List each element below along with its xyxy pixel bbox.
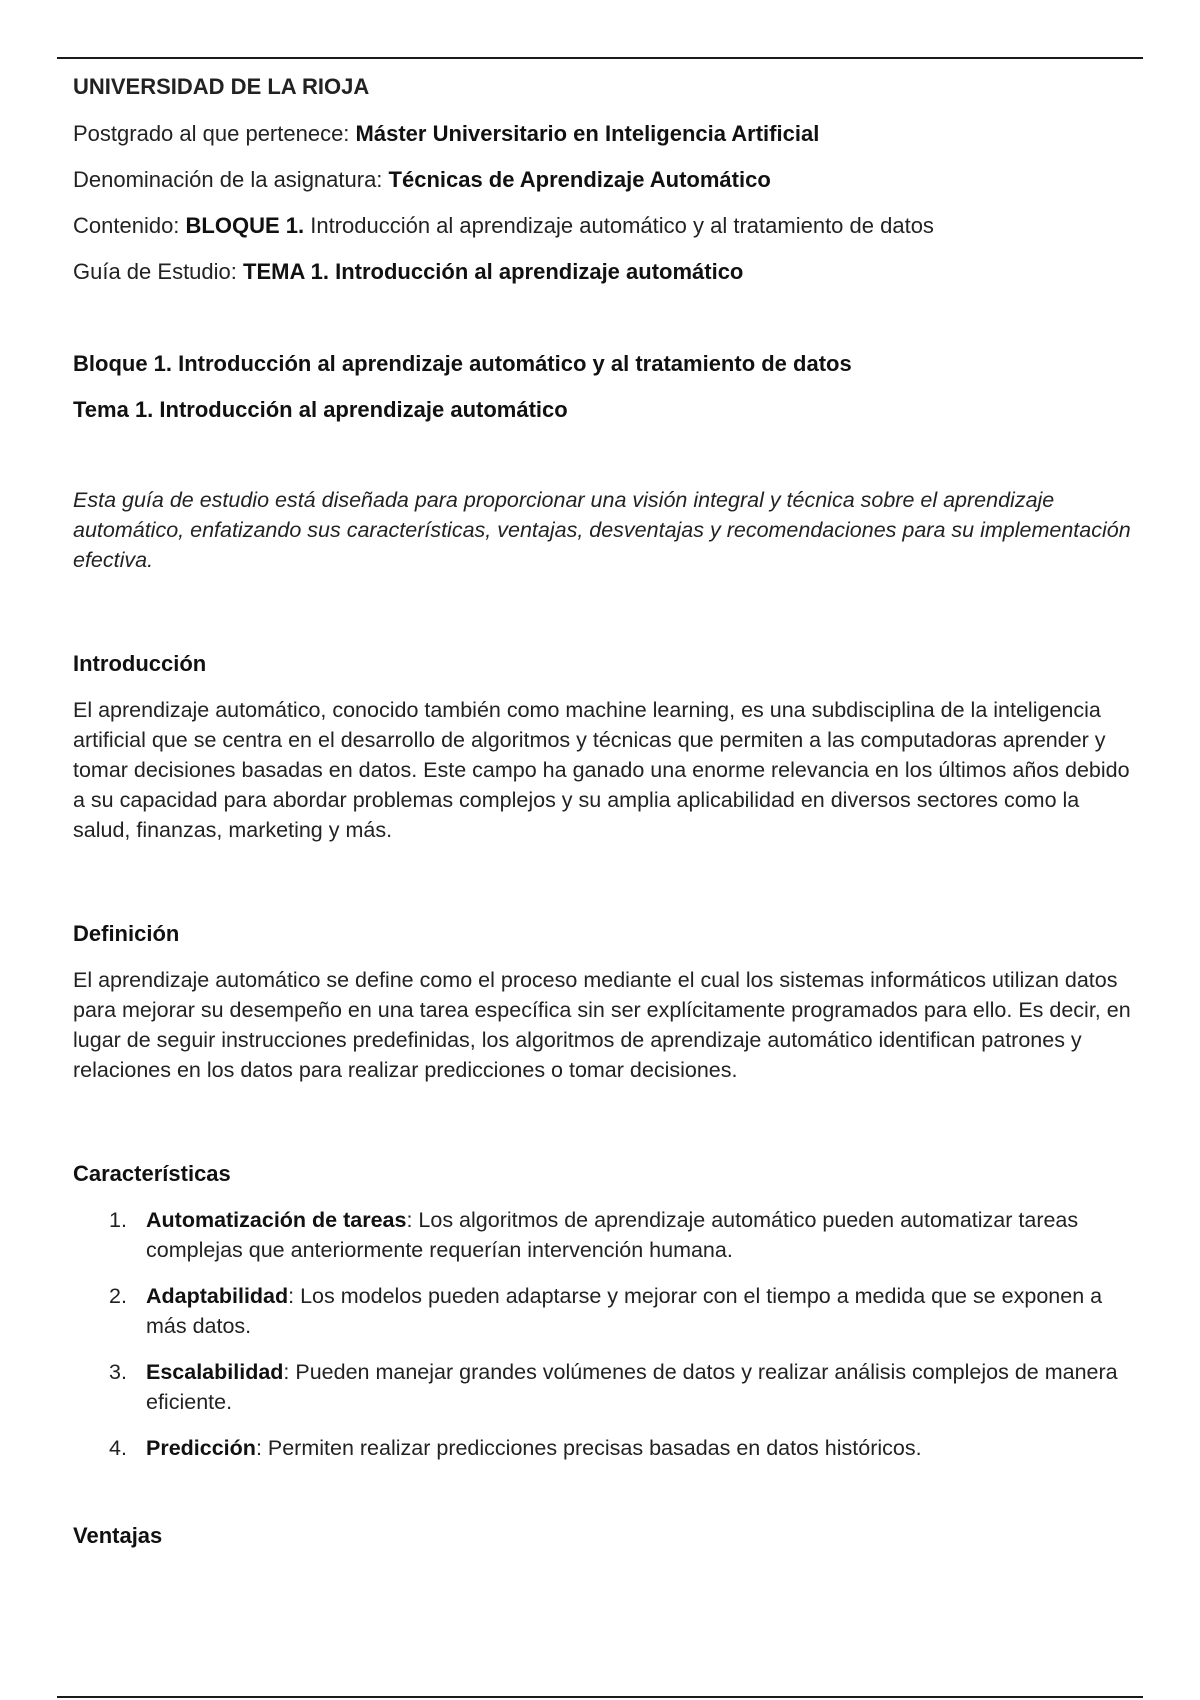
list-item-number: 2. xyxy=(109,1284,127,1308)
postgrado-line xyxy=(73,119,1133,149)
contenido-rest: Introducción al aprendizaje automático y al tratamiento de datos xyxy=(304,213,934,238)
caracteristicas-list xyxy=(73,1205,1133,1463)
definicion-body: El aprendizaje automático se define como el proceso mediante el cual los sistemas informáticos utilizan datos para mejorar su desempeño en una tarea específica sin ser explícitamente programados para ello. Es decir, en lugar de seguir instrucciones predefinidas, los algoritmos de aprendizaje automático identifican patrones y relaciones en los datos para realizar predicciones o tomar decisiones. xyxy=(73,968,1131,1082)
caracteristicas-heading: Características xyxy=(73,1161,231,1186)
definicion-heading: Definición xyxy=(73,921,180,946)
list-item-number: 4. xyxy=(109,1436,127,1460)
list-item-text: : Los modelos pueden adaptarse y mejorar con el tiempo a medida que se exponen a más datos. xyxy=(146,1284,1103,1338)
ventajas-heading: Ventajas xyxy=(73,1523,163,1548)
list-item-term: Escalabilidad xyxy=(146,1360,284,1384)
topic-title: Tema 1. Introducción al aprendizaje automático xyxy=(73,397,568,422)
asignatura-label: Denominación de la asignatura: xyxy=(73,167,389,192)
asignatura-line xyxy=(73,165,1133,195)
guia-value: TEMA 1. Introducción al aprendizaje automático xyxy=(243,259,744,284)
list-item-number: 1. xyxy=(109,1208,127,1232)
university-name: UNIVERSIDAD DE LA RIOJA xyxy=(73,74,370,99)
document-page xyxy=(73,72,1133,1551)
list-item-term: Adaptabilidad xyxy=(146,1284,289,1308)
asignatura-value: Técnicas de Aprendizaje Automático xyxy=(388,167,771,192)
contenido-label: Contenido: xyxy=(73,213,186,238)
list-item xyxy=(73,1205,1133,1265)
list-item-term: Automatización de tareas xyxy=(146,1208,407,1232)
contenido-bold: BLOQUE 1. xyxy=(185,213,305,238)
list-item-text: : Los algoritmos de aprendizaje automático pueden automatizar tareas complejas que anteriormente requerían intervención humana. xyxy=(146,1208,1079,1262)
block-title: Bloque 1. Introducción al aprendizaje automático y al tratamiento de datos xyxy=(73,351,852,376)
list-item-text: : Pueden manejar grandes volúmenes de datos y realizar análisis complejos de manera eficiente. xyxy=(146,1360,1118,1414)
postgrado-value: Máster Universitario en Inteligencia Artificial xyxy=(355,121,820,146)
list-item-text: : Permiten realizar predicciones precisas basadas en datos históricos. xyxy=(255,1436,922,1460)
top-rule xyxy=(57,57,1143,59)
intro-paragraph: Esta guía de estudio está diseñada para proporcionar una visión integral y técnica sobre el aprendizaje automático, enfatizando sus características, ventajas, desventajas y recomendaciones para su implementación efectiva. xyxy=(73,488,1131,572)
guia-line xyxy=(73,257,1133,287)
list-item xyxy=(73,1281,1133,1341)
contenido-line xyxy=(73,211,1133,241)
postgrado-label: Postgrado al que pertenece: xyxy=(73,121,356,146)
bottom-rule xyxy=(57,1696,1143,1698)
guia-label: Guía de Estudio: xyxy=(73,259,243,284)
list-item xyxy=(73,1433,1133,1463)
list-item xyxy=(73,1357,1133,1417)
introduccion-body: El aprendizaje automático, conocido también como machine learning, es una subdisciplina de la inteligencia artificial que se centra en el desarrollo de algoritmos y técnicas que permiten a las computadoras aprender y tomar decisiones basadas en datos. Este campo ha ganado una enorme relevancia en los últimos años debido a su capacidad para abordar problemas complejos y su amplia aplicabilidad en diversos sectores como la salud, finanzas, marketing y más. xyxy=(73,698,1130,842)
list-item-number: 3. xyxy=(109,1360,127,1384)
list-item-term: Predicción xyxy=(146,1436,256,1460)
introduccion-heading: Introducción xyxy=(73,651,207,676)
